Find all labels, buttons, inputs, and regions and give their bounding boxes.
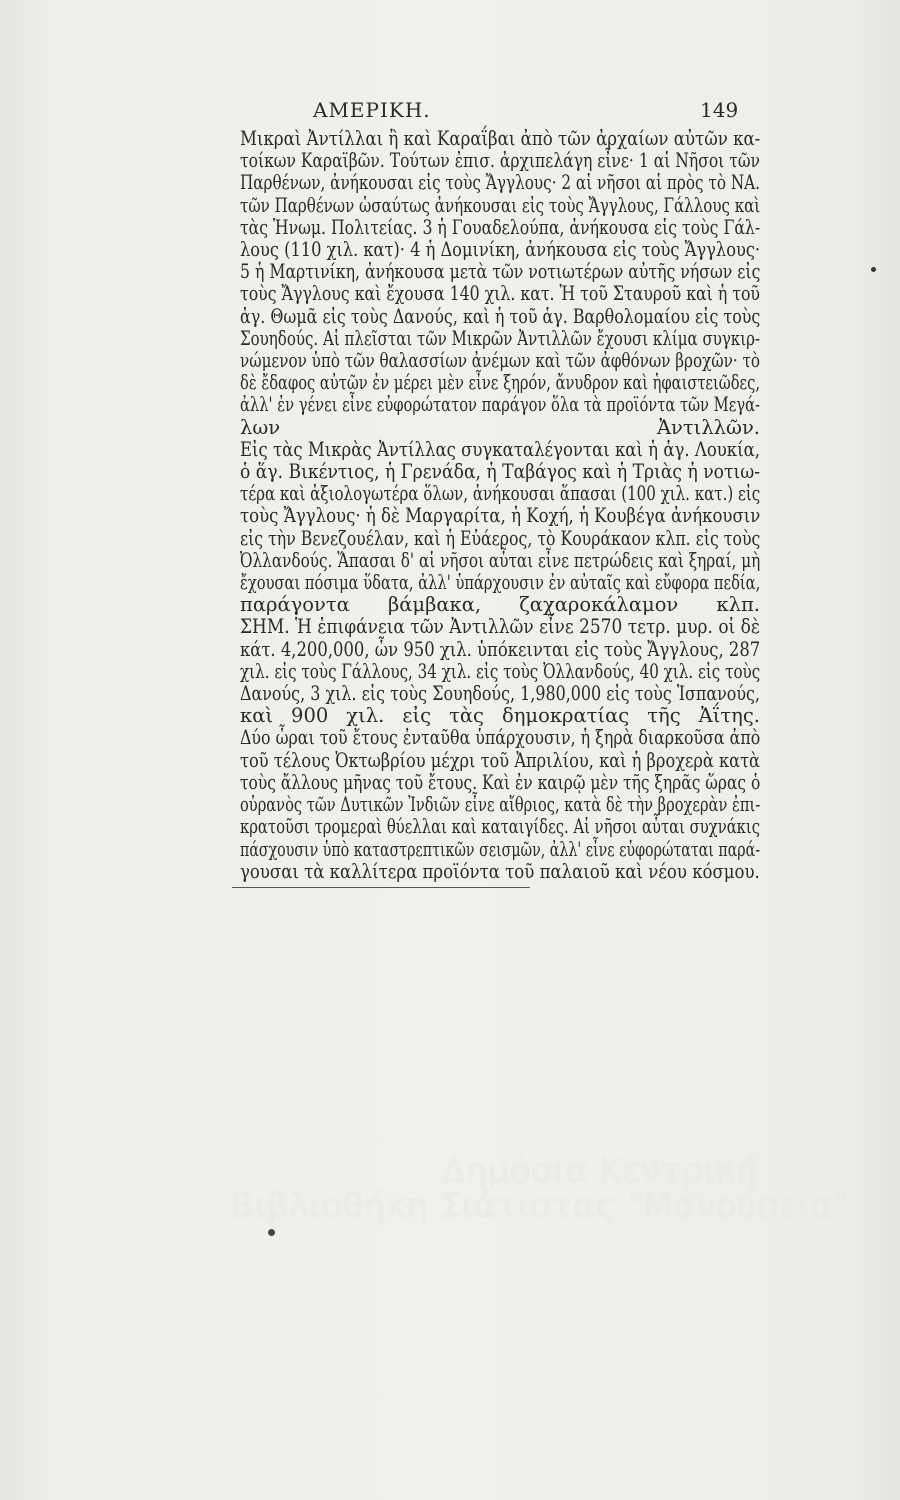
- text-line: γουσαι τὰ καλλίτερα προϊόντα τοῦ παλαιοῦ καὶ νέου κόσμου.: [240, 859, 760, 883]
- text-line: τοὺς ἄλλους μῆνας τοῦ ἔτους. Καὶ ἐν καιρῷ μὲν τῆς ξηρᾶς ὥρας ὁ: [240, 770, 761, 794]
- text-line: ἁγ. Θωμᾶ εἰς τοὺς Δανούς, καὶ ἡ τοῦ ἁγ. Βαρθολομαίου εἰς τοὺς: [240, 304, 761, 328]
- text-line: οὐρανὸς τῶν Δυτικῶν Ἰνδιῶν εἶνε αἴθριος, κατὰ δὲ τὴν βροχερὰν ἐπι-: [240, 793, 761, 817]
- library-watermark-line-1: Δημόσια Κεντρική: [441, 1151, 759, 1191]
- text-line: τοὺς Ἄγγλους· ἡ δὲ Μαργαρίτα, ἡ Κοχή, ἡ Κουβέγα ἀνήκουσιν: [240, 504, 761, 528]
- text-line: Μικραὶ Ἀντίλλαι ἢ καὶ Καραΐβαι ἀπὸ τῶν ἀρχαίων αὐτῶν κα-: [240, 127, 761, 150]
- text-line: Εἰς τὰς Μικρὰς Ἀντίλλας συγκαταλέγονται καὶ ἡ ἁγ. Λουκία,: [240, 437, 760, 461]
- text-line: κρατοῦσι τρομεραὶ θύελλαι καὶ καταιγίδες. Αἱ νῆσοι αὗται συχνάκις: [240, 815, 760, 839]
- text-line: τὰς Ἡνωμ. Πολιτείας. 3 ἡ Γουαδελούπα, ἀνήκουσα εἰς τοὺς Γάλ-: [240, 215, 761, 239]
- page-heading: ΑΜΕΡΙΚΗ.: [313, 98, 431, 122]
- body-text: [240, 128, 760, 883]
- text-line: τῶν Παρθένων ὡσαύτως ἀνήκουσαι εἰς τοὺς Ἄγγλους, Γάλλους καὶ: [240, 193, 761, 217]
- text-line: λους (110 χιλ. κατ)· 4 ἡ Δομινίκη, ἀνήκουσα εἰς τοὺς Ἄγγλους·: [240, 238, 761, 262]
- text-line: 5 ἡ Μαρτινίκη, ἀνήκουσα μετὰ τῶν νοτιωτέρων αὐτῆς νήσων εἰς: [240, 260, 761, 284]
- text-line: δὲ ἔδαφος αὐτῶν ἐν μέρει μὲν εἶνε ξηρόν, ἄνυδρον καὶ ἡφαιστειῶδες,: [240, 371, 760, 395]
- text-line: Παρθένων, ἀνήκουσαι εἰς τοὺς Ἄγγλους· 2 αἱ νῆσοι αἱ πρὸς τὸ ΝΑ.: [240, 171, 760, 195]
- text-line: Ὀλλανδούς. Ἅπασαι δ' αἱ νῆσοι αὗται εἶνε πετρώδεις καὶ ξηραί, μὴ: [240, 548, 761, 572]
- text-line: Σουηδούς. Αἱ πλεῖσται τῶν Μικρῶν Ἀντιλλῶν ἔχουσι κλίμα συγκιρ-: [240, 326, 760, 350]
- page-number: 149: [700, 98, 739, 122]
- text-line: χιλ. εἰς τοὺς Γάλλους, 34 χιλ. εἰς τοὺς Ὀλλανδούς, 40 χιλ. εἰς τοὺς: [240, 659, 761, 683]
- text-line: ἀλλ' ἐν γένει εἶνε εὐφορώτατον παράγον ὅλα τὰ προϊόντα τῶν Μεγά-: [240, 393, 760, 417]
- text-line: τοίκων Καραϊβῶν. Τούτων ἐπισ. ἀρχιπελάγη εἶνε· 1 αἱ Νῆσοι τῶν: [240, 149, 760, 173]
- ink-dot: [268, 1229, 275, 1236]
- text-line: Δύο ὧραι τοῦ ἔτους ἐνταῦθα ὑπάρχουσιν, ἡ ξηρὰ διαρκοῦσα ἀπὸ: [240, 726, 761, 750]
- library-watermark-line-2: Βιβλιοθήκη Σιάτιστας "Μανούσεια": [230, 1186, 850, 1226]
- margin-mark: [871, 267, 876, 272]
- text-line: καὶ 900 χιλ. εἰς τὰς δημοκρατίας τῆς Ἀΐτης.: [240, 704, 760, 728]
- text-line: τοῦ τέλους Ὀκτωβρίου μέχρι τοῦ Ἀπριλίου, καὶ ἡ βροχερὰ κατὰ: [240, 748, 760, 772]
- section-rule: [232, 887, 530, 888]
- text-line: νώμενον ὑπὸ τῶν θαλασσίων ἀνέμων καὶ τῶν ἀφθόνων βροχῶν· τὸ: [240, 349, 760, 373]
- running-head: [0, 98, 900, 128]
- text-line: τέρα καὶ ἀξιολογωτέρα ὅλων, ἀνήκουσαι ἅπασαι (100 χιλ. κατ.) εἰς: [240, 482, 761, 506]
- text-line: ΣΗΜ. Ἡ ἐπιφάνεια τῶν Ἀντιλλῶν εἶνε 2570 τετρ. μυρ. οἱ δὲ: [240, 615, 760, 639]
- text-line: ὁ ἅγ. Βικέντιος, ἡ Γρενάδα, ἡ Ταβάγος καὶ ἡ Τριὰς ἡ νοτιω-: [240, 460, 760, 484]
- text-line: λων Ἀντιλλῶν.: [240, 415, 760, 439]
- text-line: κάτ. 4,200,000, ὧν 950 χιλ. ὑπόκεινται εἰς τοὺς Ἄγγλους, 287: [240, 637, 761, 661]
- text-line: Δανούς, 3 χιλ. εἰς τοὺς Σουηδούς, 1,980,000 εἰς τοὺς Ἱσπανούς,: [240, 682, 760, 706]
- text-line: τοὺς Ἄγγλους καὶ ἔχουσα 140 χιλ. κατ. Ἡ τοῦ Σταυροῦ καὶ ἡ τοῦ: [240, 282, 760, 306]
- text-line: εἰς τὴν Βενεζουέλαν, καὶ ἡ Εὐάερος, τὸ Κουράκαον κλπ. εἰς τοὺς: [240, 526, 761, 550]
- text-line: ἔχουσαι πόσιμα ὕδατα, ἀλλ' ὑπάρχουσιν ἐν αὐταῖς καὶ εὔφορα πεδία,: [240, 571, 761, 595]
- text-line: πάσχουσιν ὑπὸ καταστρεπτικῶν σεισμῶν, ἀλλ' εἶνε εὐφορώταται παρά-: [240, 837, 760, 861]
- text-line: παράγοντα βάμβακα, ζαχαροκάλαμον κλπ.: [240, 593, 760, 617]
